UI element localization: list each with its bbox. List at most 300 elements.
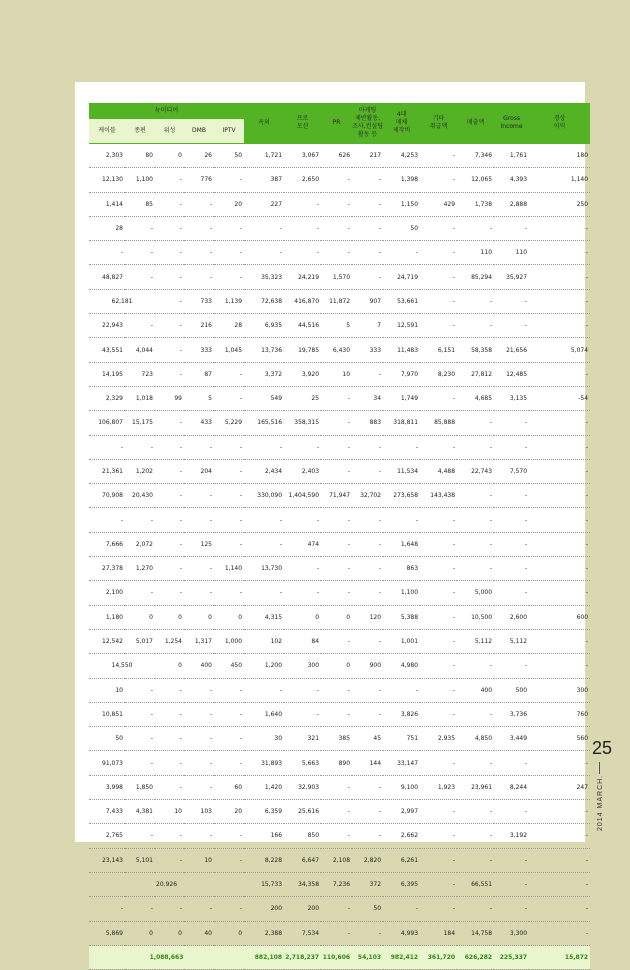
table-cell: 5,101 [125,848,155,872]
table-cell: 723 [125,362,155,386]
table-cell: - [420,581,457,605]
table-cell: 3,998 [89,775,125,799]
table-cell: - [155,192,184,216]
table-cell: 2,650 [284,168,321,192]
table-cell: - [420,654,457,678]
table-cell: 110 [494,241,529,265]
table-cell: 10 [155,800,184,824]
table-cell: 12,485 [494,362,529,386]
table-cell: 144 [352,751,383,775]
table-cell: 2,718,237 [284,945,321,969]
table-cell: - [457,702,494,726]
table-cell: - [457,216,494,240]
table-cell: 23,961 [457,775,494,799]
table-row [89,459,590,483]
table-cell: 10 [184,848,214,872]
table-cell: 1,202 [125,459,155,483]
table-cell: 400 [184,654,214,678]
table-cell: 85,294 [457,265,494,289]
table-cell: 2,303 [89,144,125,168]
table-cell: 300 [284,654,321,678]
table-cell: 10 [89,678,125,702]
table-cell: 4,980 [383,654,420,678]
table-cell: - [352,800,383,824]
table-cell: 4,381 [125,800,155,824]
table-cell: - [184,241,214,265]
table-cell: - [284,508,321,532]
table-cell: 1,018 [125,386,155,410]
table-cell: 80 [125,144,155,168]
table-cell: 2,434 [244,459,284,483]
table-cell: 2,820 [352,848,383,872]
table-cell: - [321,216,352,240]
table-cell: - [89,435,125,459]
table-cell: - [155,727,184,751]
table-cell: 91,073 [89,751,125,775]
table-cell: - [321,824,352,848]
table-cell: - [214,727,244,751]
table-cell: 751 [383,727,420,751]
table-cell: - [284,678,321,702]
table-cell: - [383,678,420,702]
table-cell: - [125,727,155,751]
table-cell: 30 [244,727,284,751]
header-col: 경상 이익 [529,103,590,144]
table-cell: - [184,824,214,848]
table-cell: 361,720 [420,945,457,969]
table-cell: 1,420 [244,775,284,799]
table-cell: 60 [214,775,244,799]
table-row [89,800,590,824]
table-cell: 3,300 [494,921,529,945]
table-cell: - [383,241,420,265]
table-cell: - [125,216,155,240]
table-cell: 11,483 [383,338,420,362]
table-cell: - [352,532,383,556]
table-cell: - [457,557,494,581]
table-cell: - [494,872,529,896]
table-cell: 4,685 [457,386,494,410]
table-row [89,751,590,775]
table-cell: 12,130 [89,168,125,192]
table-cell: 883 [352,411,383,435]
table-cell: 28 [214,314,244,338]
table-cell: 3,067 [284,144,321,168]
table-cell: 35,323 [244,265,284,289]
table-cell: 1,001 [383,629,420,653]
table-cell: 7,346 [457,144,494,168]
table-cell: - [420,751,457,775]
table-cell: 2,888 [494,192,529,216]
table-cell: - [529,508,590,532]
table-cell: - [125,824,155,848]
table-cell: 180 [529,144,590,168]
table-cell: 358,315 [284,411,321,435]
header-col: DMB [184,119,214,144]
table-cell: 2,072 [125,532,155,556]
table-cell: 1,640 [244,702,284,726]
table-cell: 2,403 [284,459,321,483]
table-cell: - [184,581,214,605]
table-cell: 5 [184,386,214,410]
table-cell: 27,378 [89,557,125,581]
table-cell: 184 [420,921,457,945]
table-cell: 3,192 [494,824,529,848]
table-cell: 6,151 [420,338,457,362]
table-cell: 1,180 [89,605,125,629]
table-cell: 5,229 [214,411,244,435]
table-cell: - [420,532,457,556]
table-cell: - [244,435,284,459]
table-row [89,872,590,896]
table-cell: - [321,921,352,945]
table-body [89,144,590,970]
table-cell: - [352,629,383,653]
table-cell: - [457,824,494,848]
table-cell: 22,743 [457,459,494,483]
table-cell: 11,872 [321,289,352,313]
table-cell: 15,733 [244,872,284,896]
table-cell: - [214,216,244,240]
table-cell: - [420,386,457,410]
table-cell: 13,736 [244,338,284,362]
table-cell: - [321,386,352,410]
table-cell: - [529,654,590,678]
table-cell: - [420,265,457,289]
table-cell: - [529,265,590,289]
table-cell: - [214,484,244,508]
table-cell: 2,935 [420,727,457,751]
table-cell: 227 [244,192,284,216]
table-cell: 11,534 [383,459,420,483]
table-cell: - [321,435,352,459]
table-cell: 4,488 [420,459,457,483]
table-cell: - [214,751,244,775]
table-cell: - [494,557,529,581]
table-cell: 250 [529,192,590,216]
table-cell: 6,935 [244,314,284,338]
table-cell: 4,993 [383,921,420,945]
table-cell: - [155,168,184,192]
table-cell: 2,388 [244,921,284,945]
table-cell: - [155,338,184,362]
table-cell: 2,329 [89,386,125,410]
table-cell: 70,908 [89,484,125,508]
table-cell: 0 [155,144,184,168]
header-col: PR [321,103,352,144]
table-cell: 53,661 [383,289,420,313]
table-cell: - [494,314,529,338]
table-cell: 5,112 [457,629,494,653]
table-cell: 32,903 [284,775,321,799]
table-cell: - [184,192,214,216]
table-cell: 0 [184,605,214,629]
table-cell: - [352,508,383,532]
table-cell: 1,139 [214,289,244,313]
table-cell: 1,721 [244,144,284,168]
table-cell: 429 [420,192,457,216]
table-cell: 5,869 [89,921,125,945]
table-cell: 34,358 [284,872,321,896]
table-cell: 982,412 [383,945,420,969]
table-cell: - [214,508,244,532]
table-cell: - [529,921,590,945]
table-cell: 1,140 [529,168,590,192]
table-cell: - [184,508,214,532]
table-cell: - [155,265,184,289]
table-cell: 71,947 [321,484,352,508]
table-row [89,411,590,435]
table-cell: - [352,702,383,726]
table-cell: - [494,484,529,508]
table-cell: 1,850 [125,775,155,799]
table-cell: 165,516 [244,411,284,435]
table-row [89,824,590,848]
table-cell: - [214,362,244,386]
table-cell: - [214,265,244,289]
table-cell: 907 [352,289,383,313]
table-cell: 0 [321,605,352,629]
table-cell: - [155,289,184,313]
table-cell: 40 [184,921,214,945]
table-cell: - [529,824,590,848]
table-cell: 1,200 [244,654,284,678]
table-cell: 12,065 [457,168,494,192]
table-cell: 20 [214,192,244,216]
table-cell: 1,398 [383,168,420,192]
header-col: 위성 [155,119,184,144]
table-cell: - [420,702,457,726]
table-cell: - [420,144,457,168]
table-cell: - [529,897,590,921]
table-cell: - [494,848,529,872]
table-cell: 882,108 [244,945,284,969]
table-cell: - [420,629,457,653]
table-cell: - [529,411,590,435]
table-cell: 24,219 [284,265,321,289]
table-cell: - [457,800,494,824]
table-cell: 200 [284,897,321,921]
table-cell: - [214,459,244,483]
table-cell: 99 [155,386,184,410]
table-cell: 9,100 [383,775,420,799]
table-cell: 217 [352,144,383,168]
table-cell: - [214,386,244,410]
table-cell: 58,358 [457,338,494,362]
table-cell: - [321,702,352,726]
table-cell: - [155,484,184,508]
table-cell: - [214,702,244,726]
table-cell: 103 [184,800,214,824]
header-col: 종편 [125,119,155,144]
table-cell: - [494,751,529,775]
table-cell: 110 [457,241,494,265]
table-cell: - [155,775,184,799]
table-cell: 87 [184,362,214,386]
table-cell: -54 [529,386,590,410]
table-cell: - [352,459,383,483]
table-cell: - [352,775,383,799]
table-cell: 15,175 [125,411,155,435]
table-cell: 626,282 [457,945,494,969]
table-cell: - [494,581,529,605]
table-cell: - [457,289,494,313]
table-cell: - [529,848,590,872]
table-cell: 1,088,663 [89,945,244,969]
table-cell: - [529,459,590,483]
table-cell: 44,516 [284,314,321,338]
table-cell: 125 [184,532,214,556]
table-cell: 20,430 [125,484,155,508]
table-cell: - [214,848,244,872]
table-cell: - [420,605,457,629]
table-cell: 50 [383,216,420,240]
table-cell: - [155,459,184,483]
table-cell: 549 [244,386,284,410]
table-cell: - [321,581,352,605]
table-cell: - [420,557,457,581]
table-cell: 31,893 [244,751,284,775]
header-col: 케이블 [89,119,125,144]
table-cell: 760 [529,702,590,726]
table-cell: 66,551 [457,872,494,896]
table-cell: - [244,532,284,556]
table-cell: 321 [284,727,321,751]
table-cell: - [284,216,321,240]
table-cell: 4,850 [457,727,494,751]
table-cell: 7,570 [494,459,529,483]
table-row [89,192,590,216]
table-cell: - [244,581,284,605]
table-cell: - [352,435,383,459]
table-cell: 200 [244,897,284,921]
table-row [89,265,590,289]
table-row [89,289,590,313]
table-cell: - [529,484,590,508]
table-cell: - [352,921,383,945]
table-row [89,144,590,168]
table-cell: - [420,216,457,240]
table-cell: 1,045 [214,338,244,362]
table-cell: - [321,411,352,435]
table-cell: 225,337 [494,945,529,969]
table-cell: - [284,435,321,459]
table-cell: 85,888 [420,411,457,435]
table-cell: 23,143 [89,848,125,872]
table-cell: 1,414 [89,192,125,216]
table-cell: 13,730 [244,557,284,581]
table-cell: 1,000 [214,629,244,653]
table-cell: - [420,824,457,848]
table-cell: 3,826 [383,702,420,726]
table-cell: 1,140 [214,557,244,581]
table-cell: 14,550 [89,654,155,678]
table-cell: - [89,897,125,921]
table-cell: 333 [352,338,383,362]
table-cell: - [529,557,590,581]
table-cell: 27,812 [457,362,494,386]
table-row [89,338,590,362]
table-cell: - [214,532,244,556]
table-cell: 1,317 [184,629,214,653]
table-row [89,216,590,240]
header-newmedia-group: 뉴미디어 [89,103,244,119]
table-cell: 330,090 [244,484,284,508]
table-cell: - [184,702,214,726]
table-cell: - [352,678,383,702]
table-cell: 2,108 [321,848,352,872]
table-cell: - [155,678,184,702]
table-cell: 35,927 [494,265,529,289]
header-col: 4대 매체 제작비 [383,103,420,144]
table-cell: 50 [352,897,383,921]
table-cell: 22,943 [89,314,125,338]
table-cell: 204 [184,459,214,483]
table-cell: - [529,751,590,775]
table-cell: - [214,581,244,605]
table-cell: - [125,581,155,605]
table-cell: - [214,241,244,265]
table-cell: - [457,751,494,775]
table-cell: 25 [284,386,321,410]
table-cell: - [321,678,352,702]
table-cell: 85 [125,192,155,216]
table-row [89,557,590,581]
table-cell: 1,404,590 [284,484,321,508]
table-row [89,727,590,751]
table-cell: 2,765 [89,824,125,848]
table-cell: 106,807 [89,411,125,435]
table-cell: - [457,654,494,678]
header-col: 마케팅 제반활동, 조사,컨설팅 활동 등 [352,103,383,144]
table-cell: - [529,435,590,459]
table-cell: 600 [529,605,590,629]
table-cell: - [284,581,321,605]
table-cell: - [420,508,457,532]
table-cell: - [155,848,184,872]
table-cell: - [125,508,155,532]
table-cell: - [494,216,529,240]
table-cell: - [529,532,590,556]
table-cell: - [383,508,420,532]
table-cell: - [244,241,284,265]
table-cell: 50 [214,144,244,168]
table-cell: - [125,314,155,338]
table-cell: - [352,581,383,605]
page-number: 25 [592,738,613,758]
table-cell: - [529,581,590,605]
table-cell: 2,662 [383,824,420,848]
table-cell: 4,315 [244,605,284,629]
table-cell: - [321,192,352,216]
table-cell: 5,074 [529,338,590,362]
header-col: 옥외 [244,103,284,144]
table-cell: - [321,629,352,653]
table-cell: 43,551 [89,338,125,362]
table-cell: - [457,848,494,872]
table-cell: - [184,265,214,289]
table-row [89,605,590,629]
table-cell: - [352,265,383,289]
table-cell: 372 [352,872,383,896]
table-cell: 12,542 [89,629,125,653]
table-cell: - [184,484,214,508]
table-cell: 776 [184,168,214,192]
table-row [89,581,590,605]
table-cell: 0 [155,605,184,629]
table-cell: - [494,508,529,532]
table-cell: - [184,216,214,240]
